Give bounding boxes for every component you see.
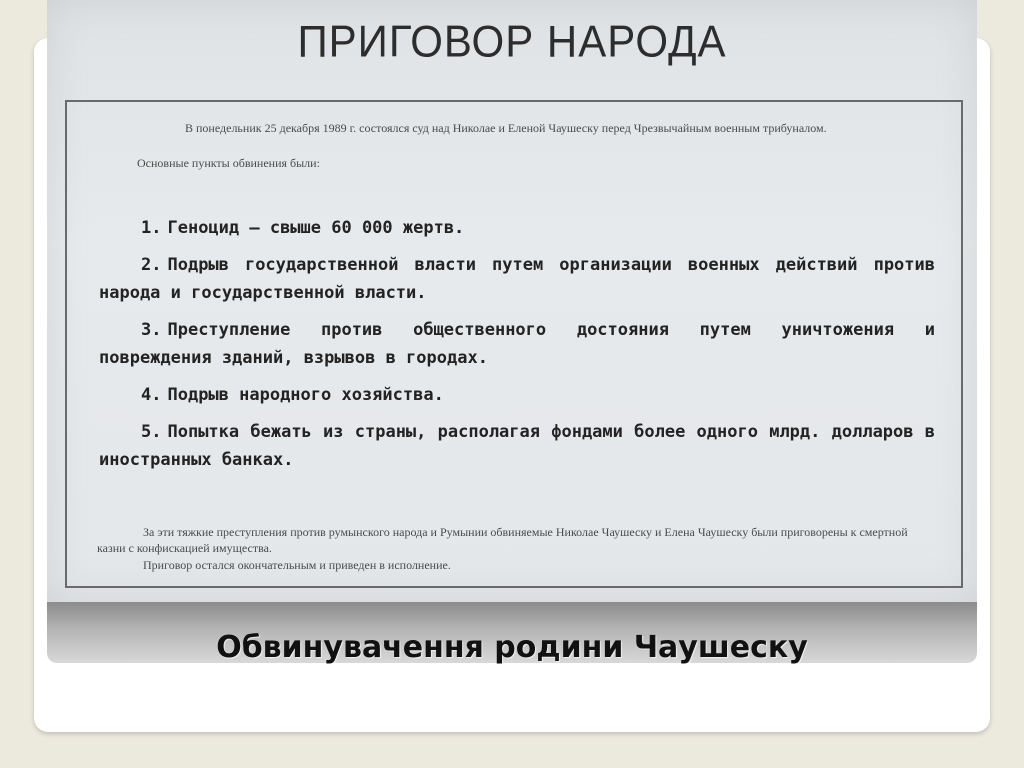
charge-number: 5. (141, 422, 162, 442)
newspaper-photo (47, 0, 977, 602)
charge-text: Геноцид — свыше 60 000 жертв. (167, 218, 465, 238)
charge-item (99, 381, 935, 409)
charge-text: Подрыв государственной власти путем организации военных действий против народа и государственной власти. (99, 255, 935, 303)
charge-number: 4. (141, 385, 162, 405)
charge-text: Преступление против общественного достояния путем уничтожения и повреждения зданий, взрывов в городах. (99, 320, 935, 368)
charge-item (99, 251, 935, 307)
charge-number: 3. (141, 320, 162, 340)
slide-caption: Обвинувачення родини Чаушеску (216, 630, 808, 665)
charge-number: 2. (141, 255, 162, 275)
verdict-text: За эти тяжкие преступления против румынского народа и Румынии обвиняемые Николае Чаушеску и Елена Чаушеску были приговорены к смертной казни с конфискацией имущества. (97, 525, 908, 555)
charge-item (99, 418, 935, 474)
charge-item (99, 214, 935, 242)
charge-text: Подрыв народного хозяйства. (167, 385, 444, 405)
verdict-final-text: Приговор остался окончательным и приведен в исполнение. (143, 558, 451, 572)
charges-list (99, 214, 935, 483)
caption-bar (47, 602, 977, 663)
charge-text: Попытка бежать из страны, располагая фондами более одного млрд. долларов в иностранных банках. (99, 422, 935, 470)
document-title: ПРИГОВОР НАРОДА (297, 16, 727, 67)
charge-number: 1. (141, 218, 162, 238)
charge-item (99, 316, 935, 372)
intro-subtext: Основные пункты обвинения были: (137, 156, 320, 170)
intro-text: В понедельник 25 декабря 1989 г. состоялся суд над Николае и Еленой Чаушеску перед Чрезвычайным военным трибуналом. (185, 121, 827, 135)
